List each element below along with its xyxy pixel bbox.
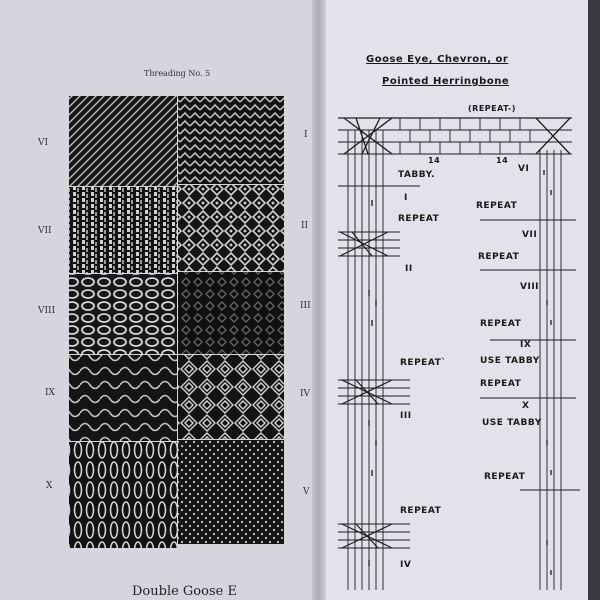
use-tabby-1: USE TABBY — [480, 356, 540, 366]
swatch-vii-right — [178, 185, 284, 271]
treadle-mark-ii: II — [405, 264, 413, 274]
swatch-vii-left — [69, 187, 177, 273]
swatch-x-left — [69, 442, 177, 548]
treadle-mark-viii: VIII — [520, 282, 540, 292]
use-tabby-2: USE TABBY — [482, 418, 542, 428]
draft-title-line1: Goose Eye, Chevron, or — [366, 54, 509, 65]
repeat-8: REPEAT — [400, 506, 442, 516]
tabby-label: TABBY. — [398, 170, 436, 180]
treadle-mark-x: X — [522, 401, 530, 411]
repeat-2: REPEAT — [476, 201, 518, 211]
repeat-1: REPEAT — [398, 214, 440, 224]
swatch-ix-right — [178, 355, 284, 439]
margin-numeral-iii: III — [300, 301, 311, 311]
treadle-mark-iii: III — [400, 411, 412, 421]
row-label-x: X — [46, 481, 53, 491]
treadle-mark-ix: IX — [520, 340, 532, 350]
row-label-viii: VIII — [38, 306, 56, 316]
row-label-vii: VII — [38, 226, 52, 236]
margin-numeral-iv: IV — [300, 389, 311, 399]
margin-numeral-ii: II — [301, 221, 309, 231]
repeat-4: REPEAT — [480, 319, 522, 329]
cross-marks-v — [342, 524, 392, 548]
threading-x-right — [536, 118, 570, 154]
repeat-6: REPEAT — [480, 379, 522, 389]
count-right: 14 — [496, 156, 509, 165]
cross-marks-iv — [342, 380, 392, 404]
swatch-viii-right — [178, 272, 284, 354]
treadle-mark-vii: VII — [522, 230, 538, 240]
repeat-5: REPEAT` — [400, 358, 447, 368]
treadle-mark-vi: VI — [518, 164, 530, 174]
threading-draft — [338, 118, 580, 590]
swatch-ix-left — [69, 355, 177, 441]
swatch-grid — [69, 96, 284, 548]
threading-x-left — [344, 118, 392, 154]
count-left: 14 — [428, 156, 441, 165]
swatch-x-right — [178, 440, 284, 544]
row-label-ix: IX — [45, 388, 55, 398]
plate-caption: Threading No. 5 — [144, 69, 211, 78]
threading-bricks — [400, 118, 530, 154]
repeat-3: REPEAT — [478, 252, 520, 262]
swatch-viii-left — [69, 274, 177, 354]
draft-title-line2: Pointed Herringbone — [382, 76, 510, 87]
row-label-vi: VI — [38, 138, 49, 148]
cross-marks-ii — [340, 232, 388, 256]
repeat-7: REPEAT — [484, 472, 526, 482]
margin-numeral-i: I — [304, 130, 308, 140]
bottom-heading: Double Goose E — [132, 584, 237, 599]
swatch-vi-right — [178, 96, 284, 184]
treadle-mark-iv: IV — [400, 560, 412, 570]
swatch-vi-left — [69, 96, 177, 186]
repeat-top-label: (REPEAT-) — [468, 104, 516, 113]
treadle-mark-i: I — [404, 193, 408, 203]
margin-numeral-v: V — [303, 487, 310, 497]
